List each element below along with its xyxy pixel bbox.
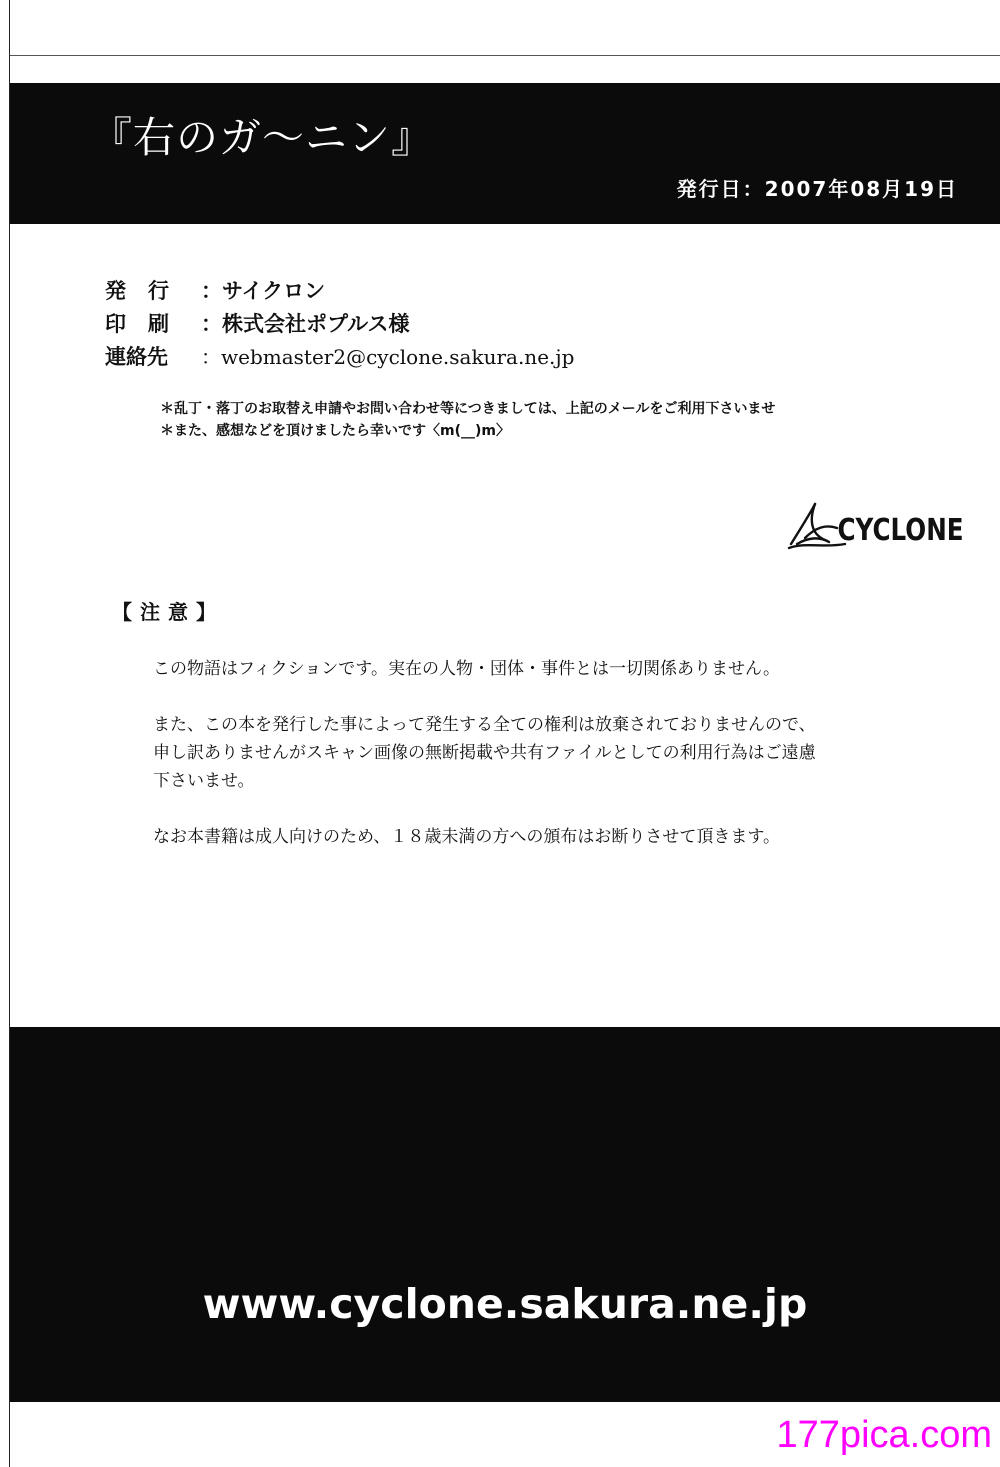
contact-email: ：webmaster2@cyclone.sakura.ne.jp: [201, 345, 575, 369]
footer-url: www.cyclone.sakura.ne.jp: [202, 1280, 808, 1328]
cyclone-logo-icon: [789, 504, 845, 548]
caution-body: [153, 655, 933, 879]
book-title: 『右のガ〜ニン』: [90, 113, 435, 162]
notes: [160, 398, 775, 442]
logo-text: CYCLONE: [837, 513, 964, 548]
publisher-label: 発行: [105, 279, 191, 303]
contact-label: 連絡先: [105, 345, 168, 369]
caution-line: なお本書籍は成人向けのため、１８歳未満の方への頒布はお断りさせて頂きます。: [153, 827, 780, 847]
info-row-contact: [105, 341, 574, 374]
caution-heading: 【注意】: [112, 600, 224, 624]
publisher-value: ：サイクロン: [201, 279, 326, 303]
info-row-publisher: [105, 275, 574, 308]
printer-label: 印刷: [105, 312, 191, 336]
printer-value: ：株式会社ポプルス様: [201, 312, 410, 336]
caution-paragraph: [153, 823, 933, 851]
caution-line: また、この本を発行した事によって発生する全ての権利は放棄されておりませんので、: [153, 715, 816, 735]
caution-paragraph: [153, 711, 933, 795]
top-rule: [10, 55, 1000, 56]
note-line: ＊また、感想などを頂けましたら幸いです〈m(__)m〉: [160, 423, 510, 439]
publication-info: [105, 275, 574, 374]
issue-date: 発行日：2007年08月19日: [676, 177, 958, 201]
note-line: ＊乱丁・落丁のお取替え申請やお問い合わせ等につきましては、上記のメールをご利用下さいませ: [160, 401, 776, 417]
watermark: 177pica.com: [776, 1414, 992, 1456]
cyclone-logo: [785, 498, 964, 552]
footer-band: [10, 1027, 1000, 1402]
info-row-printer: [105, 308, 574, 341]
caution-line: 下さいませ。: [153, 771, 255, 791]
caution-line: 申し訳ありませんがスキャン画像の無断掲載や共有ファイルとしての利用行為はご遠慮: [153, 743, 816, 763]
header-band: [10, 83, 1000, 224]
caution-paragraph: [153, 655, 933, 683]
caution-line: この物語はフィクションです。実在の人物・団体・事件とは一切関係ありません。: [153, 659, 780, 679]
